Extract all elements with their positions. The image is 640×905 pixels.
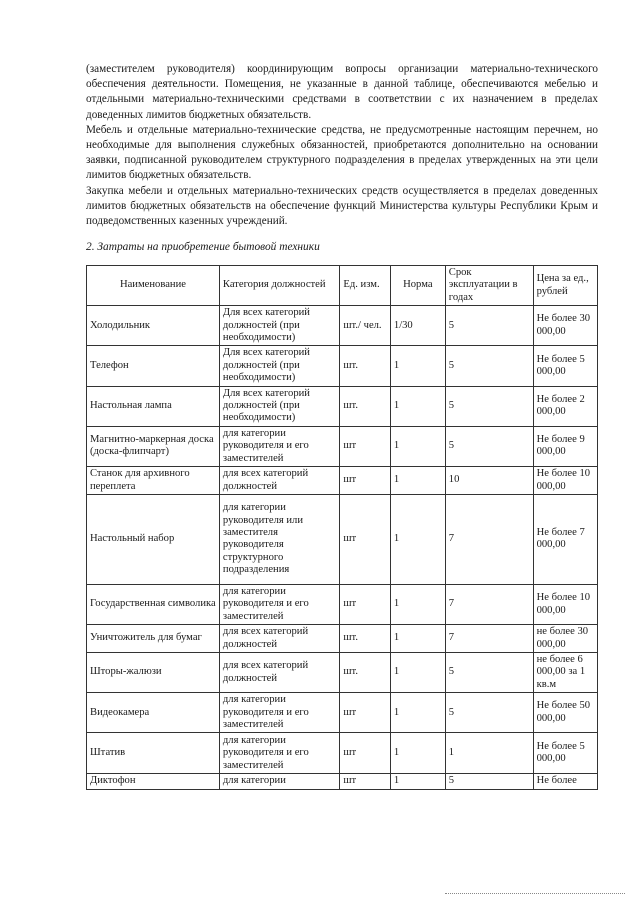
cell-term: 1 — [445, 733, 533, 774]
table-row — [87, 584, 598, 624]
cell-price: Не более 10 000,00 — [533, 584, 597, 624]
table-body — [87, 306, 598, 790]
cell-unit: шт — [340, 733, 391, 774]
cell-price: Не более — [533, 774, 597, 789]
table-row — [87, 774, 598, 789]
cell-category: для категории руководителя и его заместителей — [219, 693, 339, 733]
cell-unit: шт — [340, 774, 391, 789]
cell-price: Не более 5 000,00 — [533, 346, 597, 386]
cell-norm: 1 — [390, 467, 445, 495]
cell-norm: 1 — [390, 693, 445, 733]
cell-name: Настольный набор — [87, 494, 220, 584]
cell-norm: 1 — [390, 733, 445, 774]
cell-category: для категории — [219, 774, 339, 789]
cell-name: Уничтожитель для бумаг — [87, 625, 220, 653]
cell-unit: шт — [340, 467, 391, 495]
cell-name: Холодильник — [87, 306, 220, 346]
table-row — [87, 733, 598, 774]
cell-unit: шт. — [340, 652, 391, 692]
cell-unit: шт — [340, 693, 391, 733]
cell-price: Не более 9 000,00 — [533, 426, 597, 466]
cell-term: 10 — [445, 467, 533, 495]
intro-paragraph: (заместителем руководителя) координирующим вопросы организации материально-технического обеспечения деятельности. Помещения, не указанные в данной таблице, обеспечиваются мебелью и отдельными материально-техническими средствами в соответствии с их назначением в пределах доведенных лимитов бюджетных обязательств. — [86, 63, 598, 121]
cell-term: 7 — [445, 584, 533, 624]
cell-norm: 1 — [390, 774, 445, 789]
cell-unit: шт. — [340, 625, 391, 653]
cell-price: Не более 5 000,00 — [533, 733, 597, 774]
cell-norm: 1 — [390, 426, 445, 466]
cell-category: Для всех категорий должностей (при необходимости) — [219, 346, 339, 386]
cell-name: Шторы-жалюзи — [87, 652, 220, 692]
cell-category: для категории руководителя или заместителя руководителя структурного подразделения — [219, 494, 339, 584]
table-row — [87, 386, 598, 426]
cell-norm: 1 — [390, 652, 445, 692]
cell-unit: шт. — [340, 386, 391, 426]
cell-unit: шт — [340, 494, 391, 584]
cell-norm: 1 — [390, 386, 445, 426]
header-unit: Ед. изм. — [340, 266, 391, 306]
cell-price: Не более 10 000,00 — [533, 467, 597, 495]
table-row — [87, 652, 598, 692]
table-header-row — [87, 266, 598, 306]
cell-term: 5 — [445, 346, 533, 386]
cell-name: Государственная символика — [87, 584, 220, 624]
intro-paragraph: Закупка мебели и отдельных материально-технических средств осуществляется в пределах доведенных лимитов бюджетных обязательств на обеспечение функций Министерства культуры Республики Крым и подведомственных казенных учреждений. — [86, 184, 598, 228]
footer-divider — [445, 893, 625, 894]
header-category: Категория должностей — [219, 266, 339, 306]
header-term: Срок эксплуатации в годах — [445, 266, 533, 306]
cell-category: Для всех категорий должностей (при необходимости) — [219, 306, 339, 346]
cell-norm: 1 — [390, 346, 445, 386]
cell-name: Магнитно-маркерная доска (доска-флипчарт) — [87, 426, 220, 466]
cell-term: 5 — [445, 652, 533, 692]
cell-norm: 1 — [390, 584, 445, 624]
cell-term: 5 — [445, 693, 533, 733]
cell-category: для категории руководителя и его заместителей — [219, 584, 339, 624]
cell-term: 5 — [445, 426, 533, 466]
table-row — [87, 467, 598, 495]
cell-price: Не более 50 000,00 — [533, 693, 597, 733]
cell-price: Не более 2 000,00 — [533, 386, 597, 426]
header-norm: Норма — [390, 266, 445, 306]
cell-price: Не более 7 000,00 — [533, 494, 597, 584]
intro-paragraph: Мебель и отдельные материально-технические средства, не предусмотренные настоящим перечнем, но необходимые для выполнения служебных обязанностей, приобретаются дополнительно на основании заявки, подписанной руководителем структурного подразделения в пределах утвержденных на эти цели лимитов бюджетных обязательств. — [86, 123, 598, 182]
table-row — [87, 346, 598, 386]
cell-term: 5 — [445, 774, 533, 789]
cell-term: 5 — [445, 306, 533, 346]
cell-norm: 1/30 — [390, 306, 445, 346]
cell-norm: 1 — [390, 494, 445, 584]
table-row — [87, 693, 598, 733]
intro-text — [86, 62, 598, 229]
cell-category: для категории руководителя и его заместителей — [219, 733, 339, 774]
cell-name: Штатив — [87, 733, 220, 774]
cell-unit: шт — [340, 426, 391, 466]
cell-price: Не более 30 000,00 — [533, 306, 597, 346]
costs-table — [86, 265, 598, 790]
header-price: Цена за ед., рублей — [533, 266, 597, 306]
table-row — [87, 625, 598, 653]
header-name: Наименование — [87, 266, 220, 306]
cell-category: для всех категорий должностей — [219, 625, 339, 653]
table-row — [87, 426, 598, 466]
cell-price: не более 6 000,00 за 1 кв.м — [533, 652, 597, 692]
cell-category: для всех категорий должностей — [219, 467, 339, 495]
cell-unit: шт — [340, 584, 391, 624]
cell-term: 7 — [445, 625, 533, 653]
cell-name: Настольная лампа — [87, 386, 220, 426]
cell-norm: 1 — [390, 625, 445, 653]
cell-category: для категории руководителя и его заместителей — [219, 426, 339, 466]
cell-unit: шт./ чел. — [340, 306, 391, 346]
section-title: 2. Затраты на приобретение бытовой техники — [86, 241, 320, 253]
cell-name: Диктофон — [87, 774, 220, 789]
cell-name: Видеокамера — [87, 693, 220, 733]
cell-category: для всех категорий должностей — [219, 652, 339, 692]
cell-term: 5 — [445, 386, 533, 426]
cell-price: не более 30 000,00 — [533, 625, 597, 653]
cell-name: Станок для архивного переплета — [87, 467, 220, 495]
cell-name: Телефон — [87, 346, 220, 386]
cell-category: Для всех категорий должностей (при необходимости) — [219, 386, 339, 426]
table-row — [87, 494, 598, 584]
cell-unit: шт. — [340, 346, 391, 386]
table-row — [87, 306, 598, 346]
cell-term: 7 — [445, 494, 533, 584]
